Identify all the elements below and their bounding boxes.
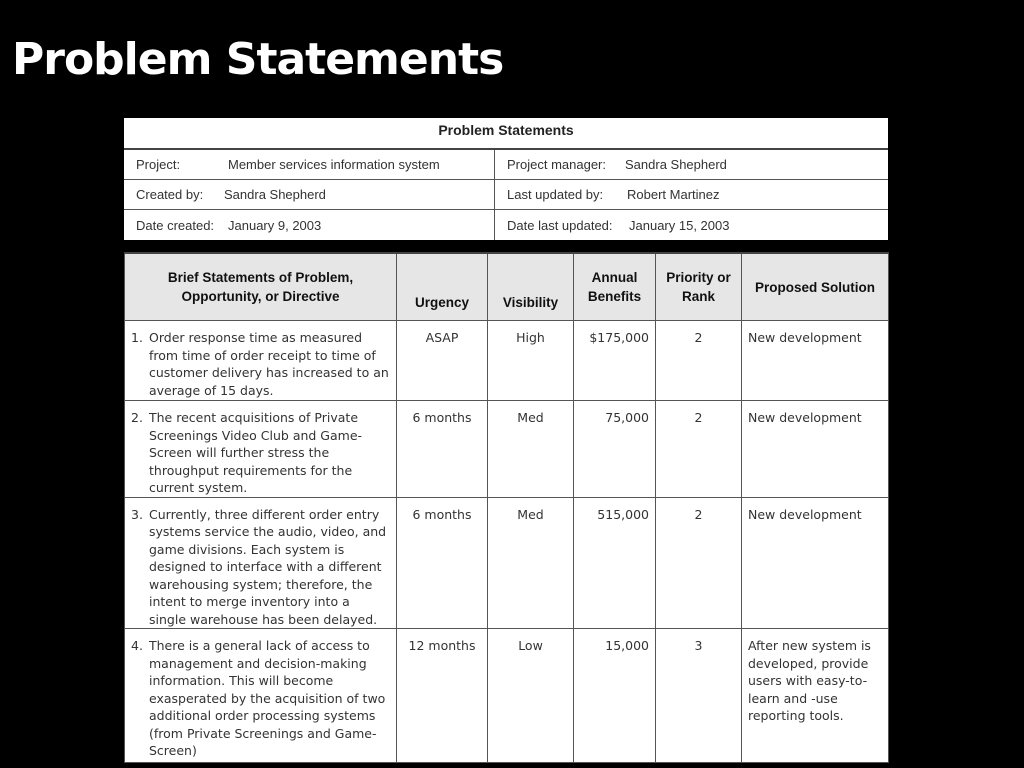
priority-cell: 2 [656, 321, 742, 401]
table-header-row [125, 253, 889, 321]
date-updated-value: January 15, 2003 [629, 217, 730, 233]
created-by-value: Sandra Shepherd [224, 187, 326, 202]
slide-title: Problem Statements [12, 34, 504, 85]
benefits-cell: 515,000 [574, 497, 656, 629]
statement-cell [125, 401, 397, 498]
priority-cell: 2 [656, 497, 742, 629]
column-header-solution: Proposed Solution [742, 253, 889, 321]
project-field [124, 150, 495, 180]
problem-statements-document [124, 118, 888, 763]
benefits-cell: 15,000 [574, 629, 656, 763]
statement-cell [125, 497, 397, 629]
statement-text: The recent acquisitions of Private Screenings Video Club and Game-Screen will further stress the throughput requirements for the current system. [149, 410, 363, 495]
project-value: Member services information system [228, 157, 440, 172]
column-header-statement: Brief Statements of Problem, Opportunity, or Directive [125, 253, 397, 321]
section-divider [123, 240, 889, 252]
row-number: 2. [131, 410, 143, 425]
date-created-value: January 9, 2003 [228, 217, 322, 233]
created-by-label: Created by: [136, 187, 204, 202]
visibility-cell: Med [488, 497, 574, 629]
updated-by-label: Last updated by: [507, 187, 604, 202]
problem-table [124, 252, 889, 763]
urgency-cell: 6 months [397, 401, 488, 498]
project-meta [124, 150, 888, 240]
solution-cell: New development [742, 321, 889, 401]
table-row [125, 321, 889, 401]
solution-cell: New development [742, 497, 889, 629]
table-row [125, 629, 889, 763]
date-created-label: Date created: [136, 217, 215, 233]
project-label: Project: [136, 157, 181, 172]
column-header-urgency: Urgency [397, 253, 488, 321]
priority-cell: 2 [656, 401, 742, 498]
column-header-priority: Priority or Rank [656, 253, 742, 321]
visibility-cell: Low [488, 629, 574, 763]
table-row [125, 497, 889, 629]
column-header-visibility: Visibility [488, 253, 574, 321]
statement-cell [125, 321, 397, 401]
row-number: 3. [131, 506, 143, 522]
updated-by-field [495, 180, 888, 210]
statement-text: There is a general lack of access to management and decision-making information. This will become exasperated by the acquisition of two additional order processing systems (from Private Screenings and Game-Screen) [149, 638, 386, 758]
manager-label: Project manager: [507, 157, 606, 172]
benefits-cell: $175,000 [574, 321, 656, 401]
statement-cell [125, 629, 397, 763]
priority-cell: 3 [656, 629, 742, 763]
document-header: Problem Statements [124, 118, 888, 150]
date-created-field [124, 210, 495, 240]
date-updated-field [495, 210, 888, 240]
statement-text: Currently, three different order entry systems service the audio, video, and game divisions. Each system is designed to interface with a different warehousing system; therefore, the intent to merge inventory into a single warehouse has been delayed. [149, 506, 387, 627]
solution-cell: New development [742, 401, 889, 498]
statement-text: Order response time as measured from time of order receipt to time of customer delivery has increased to an average of 15 days. [149, 330, 389, 398]
solution-cell: After new system is developed, provide users with easy-to-learn and -use reporting tools. [742, 629, 889, 763]
manager-value: Sandra Shepherd [625, 157, 727, 172]
column-header-benefits: Annual Benefits [574, 253, 656, 321]
table-row [125, 401, 889, 498]
urgency-cell: 12 months [397, 629, 488, 763]
created-by-field [124, 180, 495, 210]
date-updated-label: Date last updated: [507, 217, 613, 233]
updated-by-value: Robert Martinez [627, 187, 720, 202]
row-number: 4. [131, 638, 143, 653]
visibility-cell: High [488, 321, 574, 401]
benefits-cell: 75,000 [574, 401, 656, 498]
visibility-cell: Med [488, 401, 574, 498]
manager-field [495, 150, 888, 180]
urgency-cell: 6 months [397, 497, 488, 629]
row-number: 1. [131, 330, 143, 345]
urgency-cell: ASAP [397, 321, 488, 401]
